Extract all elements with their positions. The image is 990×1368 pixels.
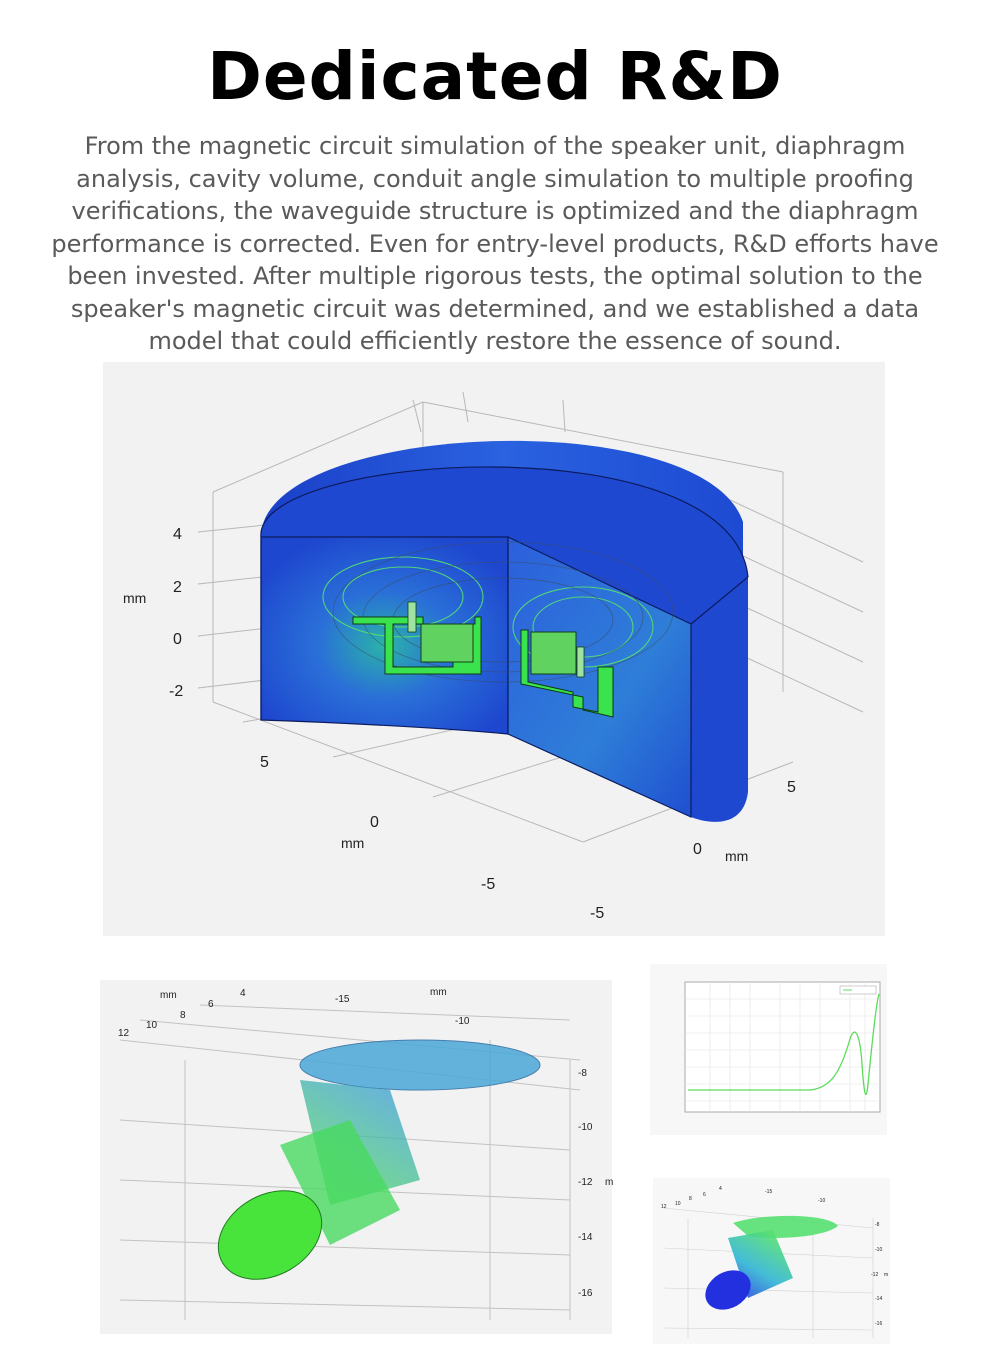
diaphragm-3d-plot	[653, 1178, 890, 1344]
y-tick: 0	[693, 841, 702, 858]
z-tick: 2	[173, 579, 182, 596]
x-tick: 5	[260, 754, 269, 771]
left-tick: 8	[689, 1196, 692, 1202]
right-tick: -8	[875, 1222, 880, 1228]
left-tick: 6	[703, 1192, 706, 1198]
left-tick: 10	[146, 1020, 158, 1031]
right-tick: -14	[578, 1232, 593, 1243]
conduit-angle-simulation	[100, 980, 612, 1334]
right-tick: -10	[578, 1122, 593, 1133]
right-unit: m	[605, 1177, 614, 1188]
y-tick: 5	[787, 779, 796, 796]
page-description: From the magnetic circuit simulation of the speaker unit, diaphragm analysis, cavity volume, conduit angle simulation to multiple proofing verifications, the waveguide structure is optimized and the diaphragm performance is corrected. Even for entry-level products, R&D efforts have been invested. After multiple rigorous tests, the optimal solution to the speaker's magnetic circuit was determined, and we established a data model that could efficiently restore the essence of sound.	[51, 132, 939, 355]
top-tick: -10	[818, 1198, 826, 1204]
right-tick: -16	[578, 1288, 593, 1299]
z-tick: 0	[173, 631, 182, 648]
y-tick: -5	[590, 905, 605, 922]
top-tick: -15	[335, 994, 350, 1005]
right-tick: -14	[875, 1296, 883, 1302]
simulation-3d-plot	[103, 362, 885, 936]
frequency-response-chart	[650, 964, 887, 1135]
x-axis-unit: mm	[341, 835, 365, 851]
right-tick: -8	[578, 1068, 587, 1079]
right-tick: -12	[578, 1177, 593, 1188]
left-tick: 12	[118, 1028, 130, 1039]
z-tick: -2	[169, 683, 184, 700]
response-plot	[650, 964, 887, 1135]
page-title: Dedicated R&D	[207, 38, 783, 115]
magnetic-circuit-simulation	[103, 362, 885, 936]
right-tick: -12	[871, 1272, 879, 1278]
right-unit: m	[884, 1272, 889, 1278]
conduit-3d-plot	[100, 980, 612, 1334]
top-unit-left: mm	[160, 990, 177, 1001]
left-tick: 4	[240, 988, 246, 999]
left-tick: 8	[180, 1010, 186, 1021]
z-axis-unit: mm	[123, 590, 147, 606]
left-tick: 10	[675, 1201, 681, 1207]
left-tick: 6	[208, 999, 214, 1010]
left-tick: 4	[719, 1186, 722, 1192]
y-axis-unit: mm	[725, 848, 749, 864]
top-tick: -15	[765, 1189, 773, 1195]
z-tick: 4	[173, 526, 182, 543]
right-tick: -16	[875, 1321, 883, 1327]
left-tick: 12	[661, 1204, 667, 1210]
right-tick: -10	[875, 1247, 883, 1253]
diaphragm-simulation	[653, 1178, 890, 1344]
x-tick: 0	[370, 814, 379, 831]
x-tick: -5	[481, 876, 496, 893]
top-unit-right: mm	[430, 987, 447, 998]
top-tick: -10	[455, 1016, 470, 1027]
